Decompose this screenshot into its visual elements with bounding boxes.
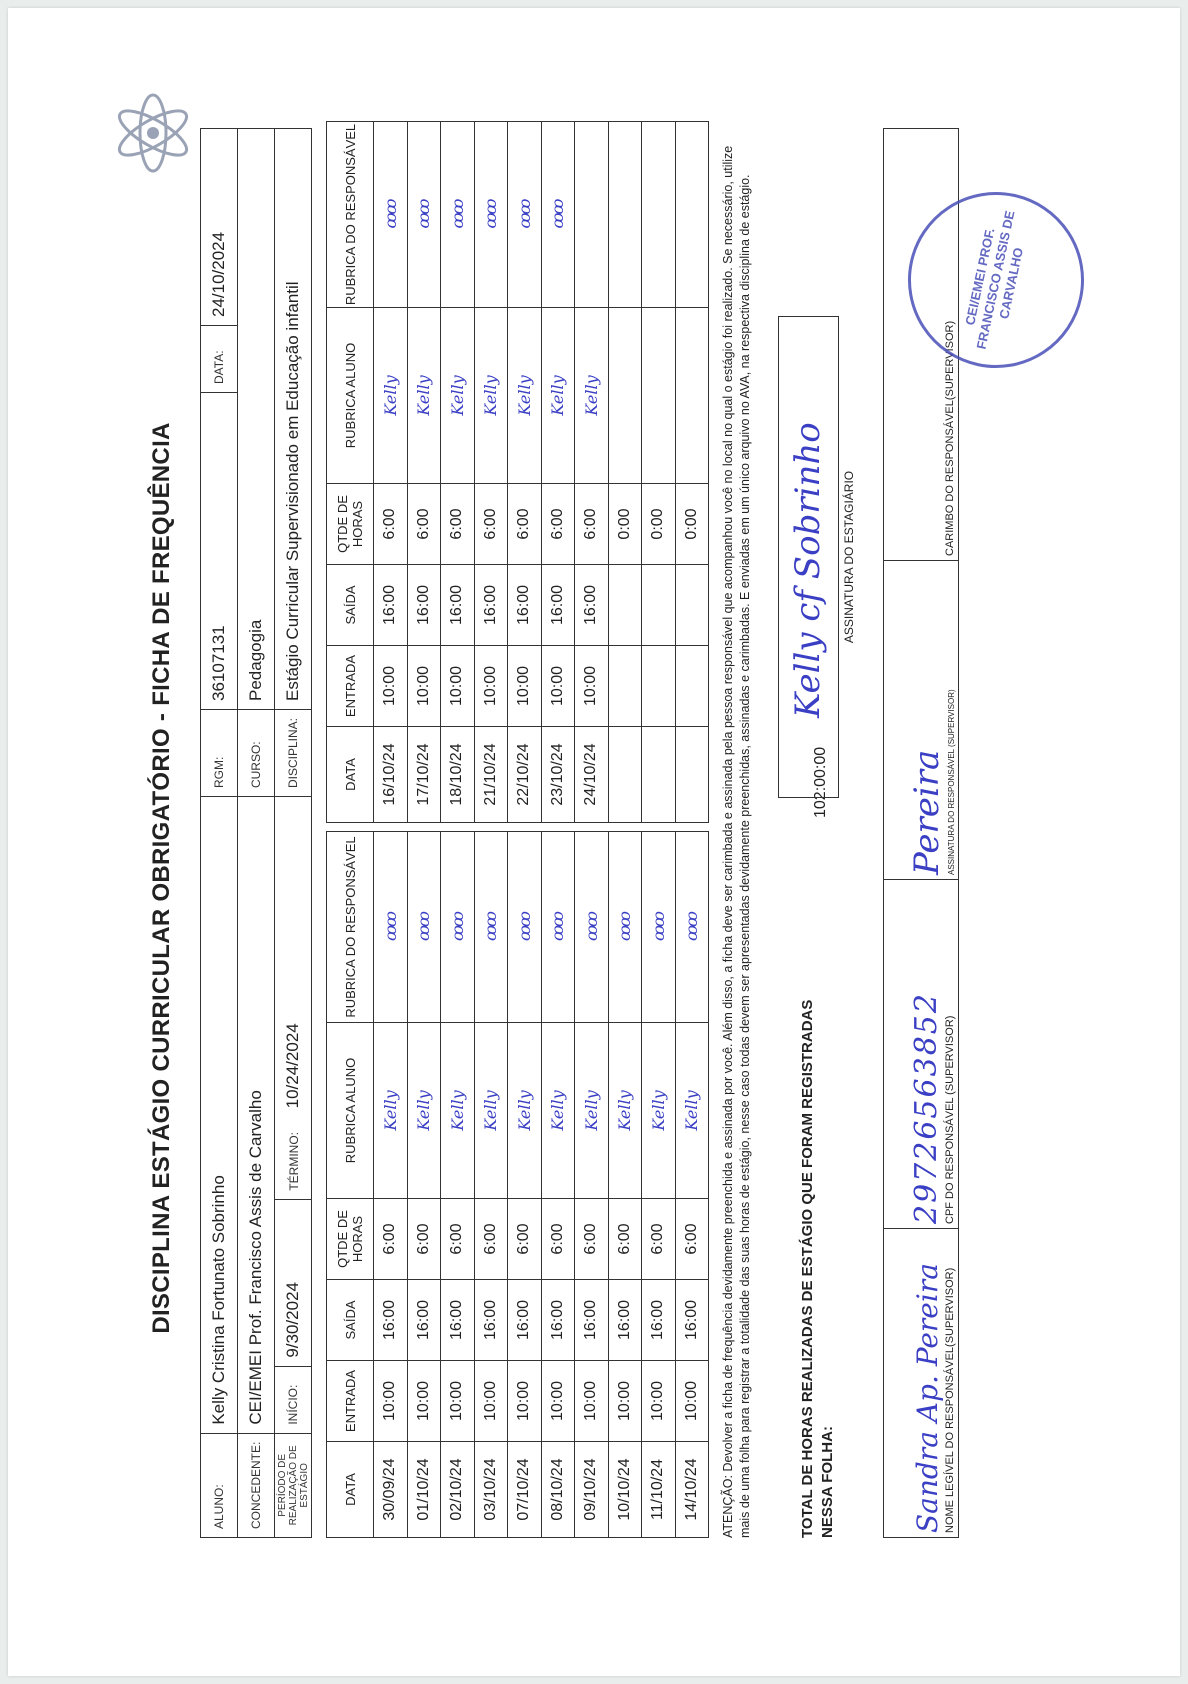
row-entrada: 10:00: [575, 1361, 609, 1442]
row-entrada: 10:00: [508, 646, 542, 727]
row-date: [675, 727, 709, 823]
row-date: 03/10/24: [474, 1442, 508, 1538]
col-qtde: QTDE DE HORAS: [327, 484, 374, 565]
row-entrada: 10:00: [374, 646, 408, 727]
row-saida: [608, 565, 642, 646]
row-rubrica-aluno: [675, 308, 709, 484]
row-rubrica-aluno: Kelly: [474, 308, 508, 484]
row-rubrica-aluno: Kelly: [407, 308, 441, 484]
table-row: [642, 122, 676, 823]
row-rubrica-responsavel: ꝏꝏ: [508, 832, 542, 1023]
curso-value: Pedagogia: [238, 129, 275, 710]
row-rubrica-responsavel: ꝏꝏ: [374, 122, 408, 308]
row-horas: 0:00: [608, 484, 642, 565]
institution-stamp: CEI/EMEI PROF. FRANCISCO ASSIS DE CARVALHO: [892, 176, 1101, 385]
row-date: 23/10/24: [541, 727, 575, 823]
row-horas: 6:00: [575, 484, 609, 565]
row-date: 14/10/24: [675, 1442, 709, 1538]
row-horas: 6:00: [474, 484, 508, 565]
row-date: 08/10/24: [541, 1442, 575, 1538]
row-rubrica-responsavel: ꝏꝏ: [541, 832, 575, 1023]
row-horas: 6:00: [575, 1199, 609, 1280]
termino-label: TÉRMINO:: [287, 1131, 301, 1191]
row-rubrica-aluno: Kelly: [508, 308, 542, 484]
row-entrada: [642, 646, 676, 727]
row-rubrica-aluno: Kelly: [407, 1023, 441, 1199]
row-rubrica-responsavel: [575, 122, 609, 308]
table-row: [508, 832, 542, 1538]
row-saida: 16:00: [374, 1280, 408, 1361]
data-value: 24/10/2024: [201, 129, 238, 326]
row-rubrica-aluno: Kelly: [508, 1023, 542, 1199]
col-rubrica-responsavel: RUBRICA DO RESPONSÁVEL: [327, 122, 374, 308]
row-date: 22/10/24: [508, 727, 542, 823]
row-date: 01/10/24: [407, 1442, 441, 1538]
table-row: [642, 832, 676, 1538]
col-qtde: QTDE DE HORAS: [327, 1199, 374, 1280]
row-saida: 16:00: [508, 565, 542, 646]
row-entrada: 10:00: [575, 646, 609, 727]
row-saida: [642, 565, 676, 646]
table-row: [374, 832, 408, 1538]
row-rubrica-responsavel: ꝏꝏ: [642, 832, 676, 1023]
row-entrada: 10:00: [441, 646, 475, 727]
row-saida: 16:00: [441, 565, 475, 646]
total-value: 102:00:00: [812, 746, 829, 818]
table-row: [508, 122, 542, 823]
table-row: [541, 832, 575, 1538]
row-entrada: 10:00: [541, 1361, 575, 1442]
assinatura-label: ASSINATURA DO RESPONSÁVEL (SUPERVISOR): [947, 689, 956, 875]
student-signature-line: [838, 316, 839, 798]
row-rubrica-aluno: Kelly: [374, 1023, 408, 1199]
carimbo-label: CARIMBO DO RESPONSÁVEL(SUPERVISOR): [944, 320, 956, 556]
row-entrada: 10:00: [407, 1361, 441, 1442]
student-signature-label: ASSINATURA DO ESTAGIÁRIO: [842, 470, 856, 644]
row-date: 21/10/24: [474, 727, 508, 823]
col-entrada: ENTRADA: [327, 1361, 374, 1442]
row-date: 07/10/24: [508, 1442, 542, 1538]
table-row: [407, 832, 441, 1538]
table-row: [675, 832, 709, 1538]
row-rubrica-aluno: Kelly: [474, 1023, 508, 1199]
row-horas: 6:00: [374, 1199, 408, 1280]
row-entrada: [675, 646, 709, 727]
cpf-cell: [884, 880, 959, 1229]
row-horas: 6:00: [374, 484, 408, 565]
inicio-label: INÍCIO:: [275, 1366, 312, 1433]
col-data: DATA: [327, 1442, 374, 1538]
row-rubrica-aluno: Kelly: [374, 308, 408, 484]
row-saida: 16:00: [575, 1280, 609, 1361]
row-date: 10/10/24: [608, 1442, 642, 1538]
row-horas: 6:00: [474, 1199, 508, 1280]
termino-cell: [275, 797, 312, 1200]
table-row: [575, 122, 609, 823]
row-saida: 16:00: [608, 1280, 642, 1361]
row-rubrica-responsavel: ꝏꝏ: [608, 832, 642, 1023]
supervisor-signature: Pereira: [907, 749, 947, 875]
row-entrada: 10:00: [441, 1361, 475, 1442]
col-rubrica-aluno: RUBRICA ALUNO: [327, 1023, 374, 1199]
disciplina-value: Estágio Curricular Supervisionado em Educação infantil: [275, 129, 312, 710]
total-label: TOTAL DE HORAS REALIZADAS DE ESTÁGIO QUE FORAM REGISTRADAS NESSA FOLHA:: [799, 999, 836, 1538]
col-saida: SAÍDA: [327, 565, 374, 646]
row-rubrica-aluno: Kelly: [541, 308, 575, 484]
concedente-label: CONCEDENTE:: [238, 1433, 275, 1537]
row-horas: 6:00: [508, 1199, 542, 1280]
row-horas: 6:00: [407, 1199, 441, 1280]
row-horas: 6:00: [541, 1199, 575, 1280]
row-rubrica-responsavel: ꝏꝏ: [474, 122, 508, 308]
attention-notice: ATENÇÃO: Devolver a ficha de frequência devidamente preenchida e assinada por você. Além disso, a ficha deve ser carimbada e assinada pela pessoa responsável que acompanhou você no local no qual o estágio foi realizado. Se necessário, utilize mais de uma folha para registrar a totalidade das suas horas de estágio, nesse caso todas devem ser apresentadas devidamente preenchidas, assinadas e carimbadas. E enviadas em um único arquivo no AVA, na respectiva disciplina de estágio.: [721, 145, 752, 1538]
rgm-label: RGM:: [201, 710, 238, 797]
table-row: [575, 832, 609, 1538]
col-saida: SAÍDA: [327, 1280, 374, 1361]
table-row: [407, 122, 441, 823]
row-rubrica-aluno: [608, 308, 642, 484]
termino-value: 10/24/2024: [283, 1023, 302, 1109]
table-row: [608, 832, 642, 1538]
rotated-form: [148, 78, 1078, 1578]
row-rubrica-responsavel: ꝏꝏ: [474, 832, 508, 1023]
row-rubrica-responsavel: ꝏꝏ: [441, 832, 475, 1023]
row-date: 30/09/24: [374, 1442, 408, 1538]
row-horas: 6:00: [407, 484, 441, 565]
aluno-label: ALUNO:: [201, 1433, 238, 1537]
row-entrada: 10:00: [474, 1361, 508, 1442]
row-entrada: 10:00: [508, 1361, 542, 1442]
disciplina-label: DISCIPLINA:: [275, 710, 312, 797]
attendance-table-right: [326, 121, 709, 823]
curso-label: CURSO:: [238, 710, 275, 797]
row-saida: 16:00: [407, 1280, 441, 1361]
cpf-handwritten: 29726563852: [909, 992, 944, 1224]
row-rubrica-aluno: Kelly: [441, 1023, 475, 1199]
row-date: 09/10/24: [575, 1442, 609, 1538]
row-date: 18/10/24: [441, 727, 475, 823]
row-saida: [675, 565, 709, 646]
row-saida: 16:00: [642, 1280, 676, 1361]
nome-label: NOME LEGÍVEL DO RESPONSÁVEL(SUPERVISOR): [944, 1267, 956, 1533]
atom-logo-icon: [108, 88, 198, 178]
row-rubrica-aluno: [642, 308, 676, 484]
row-rubrica-aluno: Kelly: [675, 1023, 709, 1199]
row-rubrica-aluno: Kelly: [441, 308, 475, 484]
row-horas: 6:00: [441, 1199, 475, 1280]
row-saida: 16:00: [474, 565, 508, 646]
row-rubrica-aluno: Kelly: [575, 1023, 609, 1199]
row-saida: 16:00: [508, 1280, 542, 1361]
header-table: [200, 128, 312, 1538]
cpf-label: CPF DO RESPONSÁVEL (SUPERVISOR): [944, 1015, 956, 1224]
row-rubrica-responsavel: ꝏꝏ: [575, 832, 609, 1023]
row-date: 16/10/24: [374, 727, 408, 823]
row-entrada: 10:00: [541, 646, 575, 727]
row-entrada: [608, 646, 642, 727]
row-horas: 6:00: [642, 1199, 676, 1280]
row-horas: 6:00: [508, 484, 542, 565]
attendance-table-left: [326, 831, 709, 1538]
row-rubrica-responsavel: [608, 122, 642, 308]
table-row: [374, 122, 408, 823]
table-row: [608, 122, 642, 823]
row-date: 11/10/24: [642, 1442, 676, 1538]
row-saida: 16:00: [541, 1280, 575, 1361]
row-date: [608, 727, 642, 823]
form-title: DISCIPLINA ESTÁGIO CURRICULAR OBRIGATÓRIO - FICHA DE FREQUÊNCIA: [148, 422, 175, 1334]
row-saida: 16:00: [541, 565, 575, 646]
periodo-label: PERÍODO DE REALIZAÇÃO DE ESTÁGIO: [275, 1433, 312, 1537]
row-date: 02/10/24: [441, 1442, 475, 1538]
row-entrada: 10:00: [407, 646, 441, 727]
aluno-value: Kelly Cristina Fortunato Sobrinho: [201, 797, 238, 1434]
row-horas: 6:00: [608, 1199, 642, 1280]
col-rubrica-aluno: RUBRICA ALUNO: [327, 308, 374, 484]
row-saida: 16:00: [441, 1280, 475, 1361]
row-rubrica-responsavel: ꝏꝏ: [675, 832, 709, 1023]
row-rubrica-responsavel: ꝏꝏ: [374, 832, 408, 1023]
row-horas: 0:00: [675, 484, 709, 565]
row-rubrica-aluno: Kelly: [541, 1023, 575, 1199]
row-horas: 6:00: [541, 484, 575, 565]
col-data: DATA: [327, 727, 374, 823]
row-entrada: 10:00: [642, 1361, 676, 1442]
assinatura-cell: [884, 561, 959, 880]
row-rubrica-responsavel: ꝏꝏ: [407, 832, 441, 1023]
table-row: [675, 122, 709, 823]
row-saida: 16:00: [407, 565, 441, 646]
row-date: 17/10/24: [407, 727, 441, 823]
row-saida: 16:00: [575, 565, 609, 646]
row-rubrica-responsavel: ꝏꝏ: [541, 122, 575, 308]
student-signature: Kelly cf Sobrinho: [788, 422, 828, 718]
row-rubrica-responsavel: ꝏꝏ: [508, 122, 542, 308]
row-entrada: 10:00: [474, 646, 508, 727]
row-entrada: 10:00: [608, 1361, 642, 1442]
table-row: [441, 122, 475, 823]
row-saida: 16:00: [675, 1280, 709, 1361]
concedente-value: CEI/EMEI Prof. Francisco Assis de Carvalho: [238, 797, 275, 1434]
table-row: [474, 122, 508, 823]
data-label: DATA:: [201, 326, 238, 393]
col-rubrica-responsavel: RUBRICA DO RESPONSÁVEL: [327, 832, 374, 1023]
row-horas: 6:00: [675, 1199, 709, 1280]
row-horas: 0:00: [642, 484, 676, 565]
inicio-value: 9/30/2024: [275, 1199, 312, 1366]
row-rubrica-responsavel: ꝏꝏ: [441, 122, 475, 308]
document-page: [8, 8, 1180, 1676]
row-date: [642, 727, 676, 823]
col-entrada: ENTRADA: [327, 646, 374, 727]
nome-cell: [884, 1229, 959, 1538]
rgm-value: 36107131: [201, 393, 238, 710]
row-rubrica-responsavel: [642, 122, 676, 308]
row-rubrica-aluno: Kelly: [575, 308, 609, 484]
row-rubrica-responsavel: ꝏꝏ: [407, 122, 441, 308]
table-row: [541, 122, 575, 823]
table-row: [441, 832, 475, 1538]
row-date: 24/10/24: [575, 727, 609, 823]
row-entrada: 10:00: [675, 1361, 709, 1442]
row-saida: 16:00: [374, 565, 408, 646]
row-rubrica-aluno: Kelly: [608, 1023, 642, 1199]
row-saida: 16:00: [474, 1280, 508, 1361]
row-entrada: 10:00: [374, 1361, 408, 1442]
table-row: [474, 832, 508, 1538]
row-rubrica-aluno: Kelly: [642, 1023, 676, 1199]
row-rubrica-responsavel: [675, 122, 709, 308]
nome-handwritten: Sandra Ap. Pereira: [911, 1263, 944, 1533]
row-horas: 6:00: [441, 484, 475, 565]
